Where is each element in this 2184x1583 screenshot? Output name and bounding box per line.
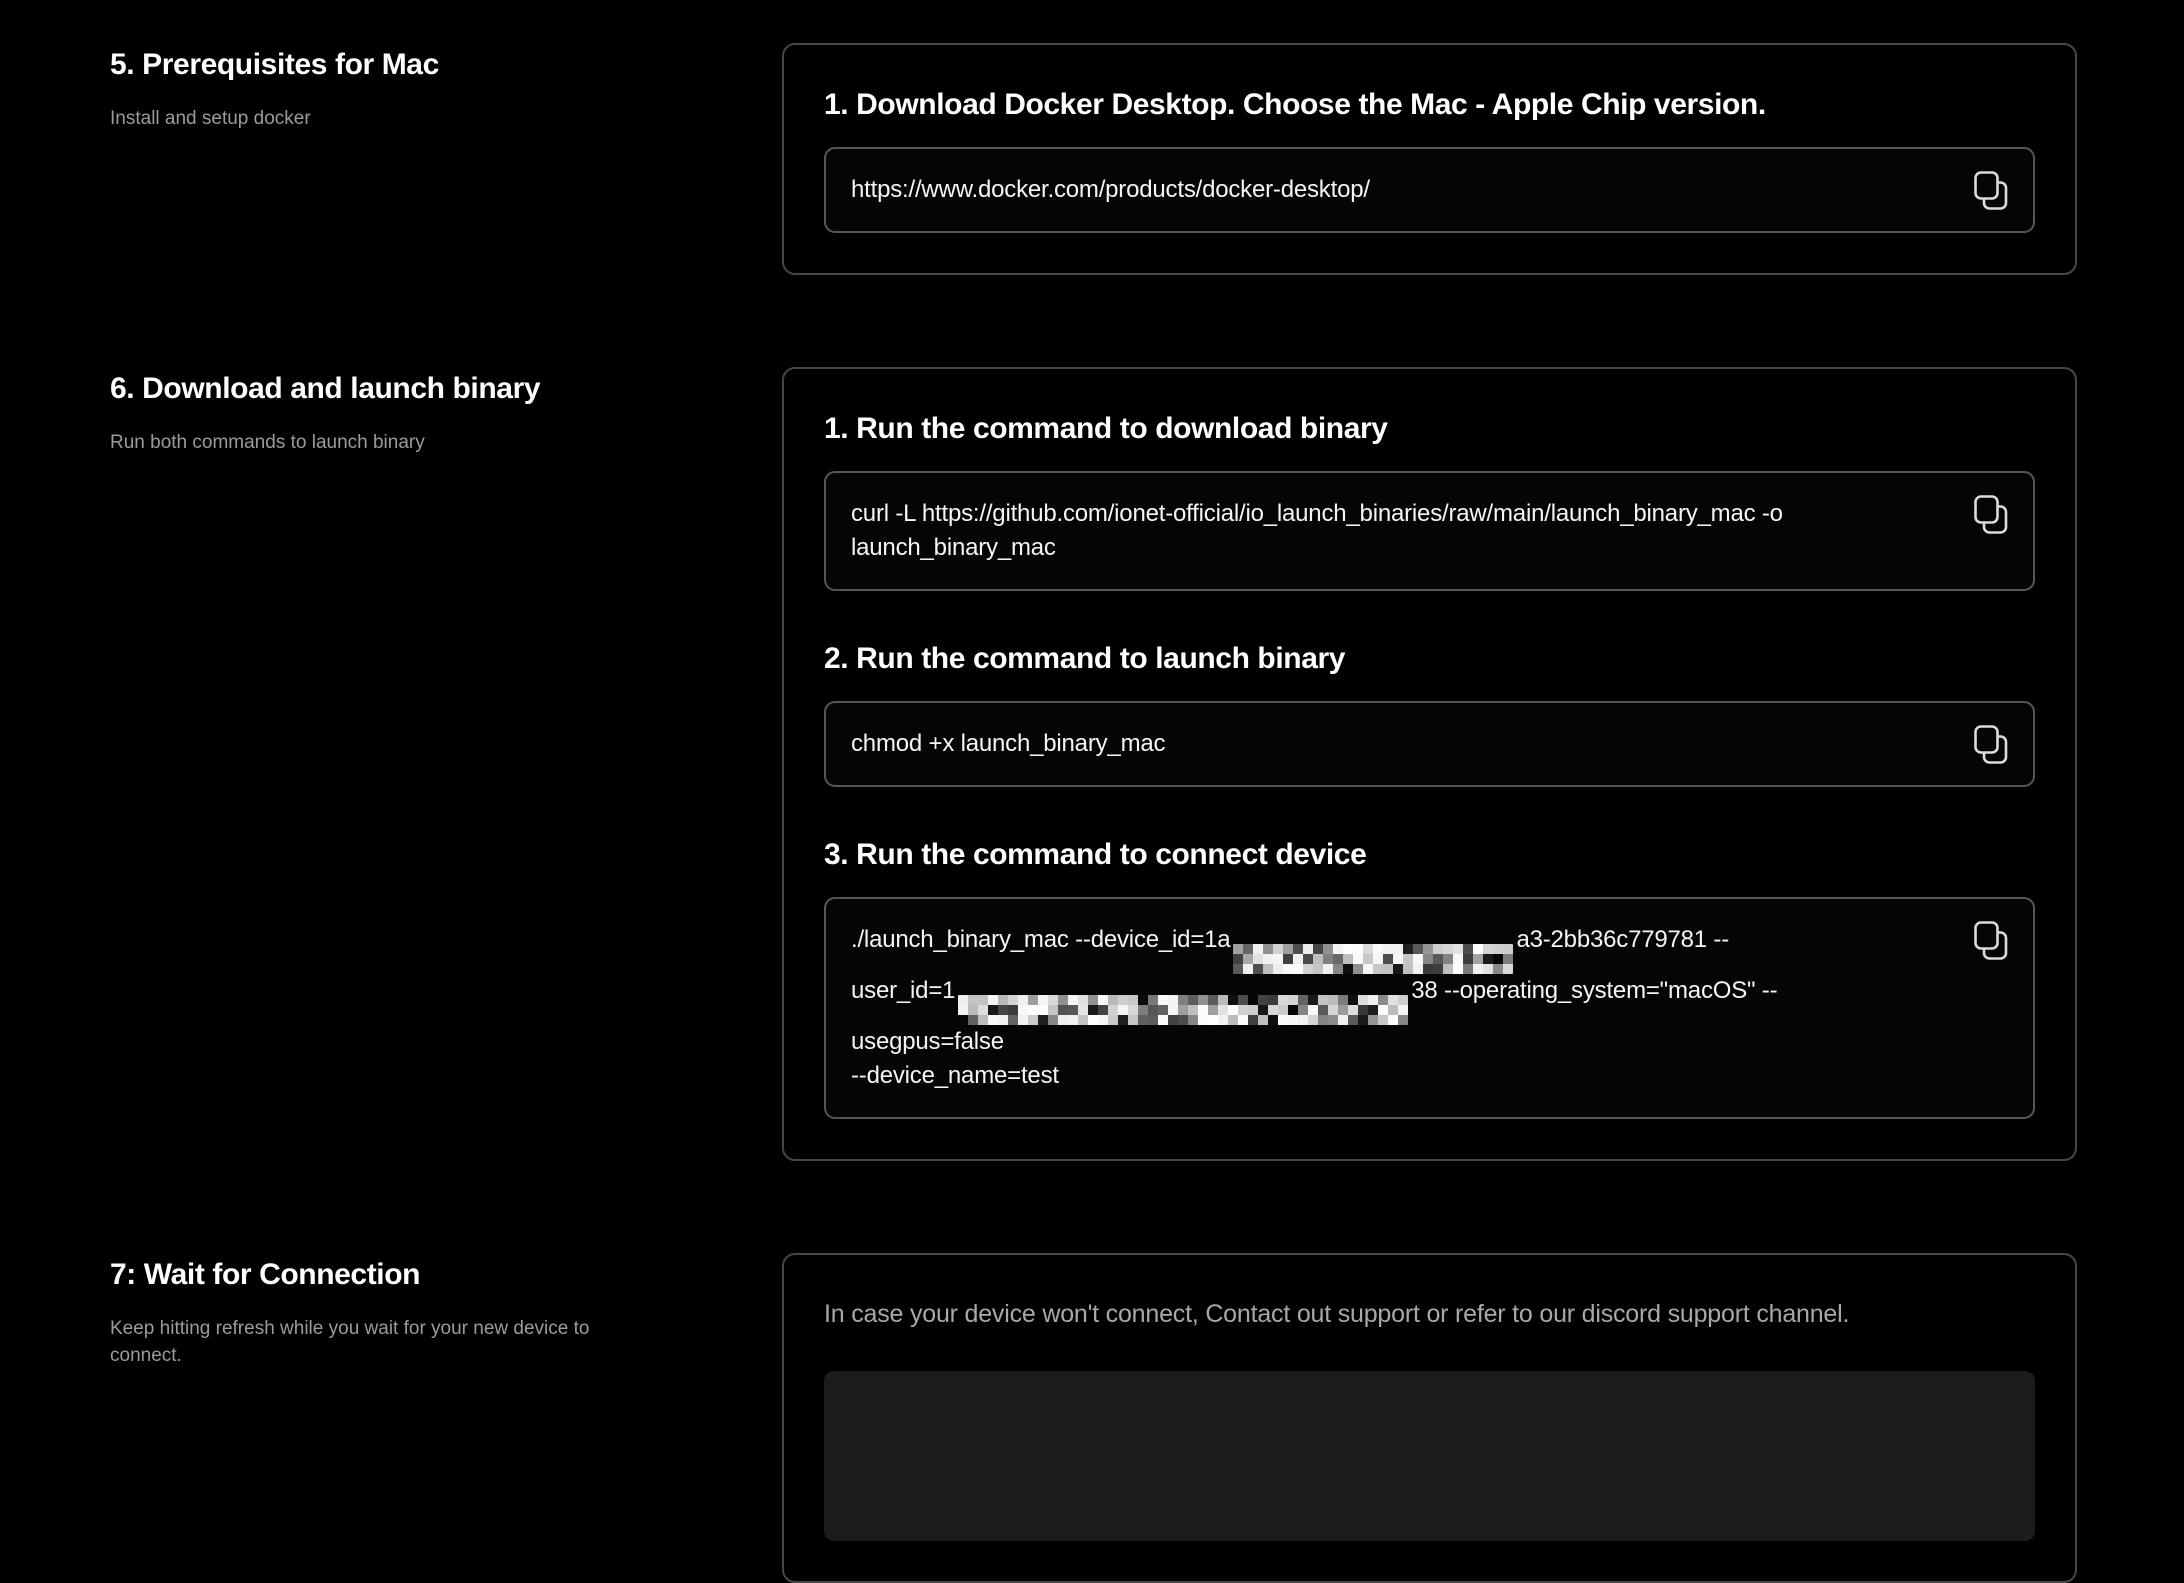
copy-button[interactable] [1971, 494, 2011, 540]
code-line [851, 923, 1883, 974]
code-text: chmod +x launch_binary_mac [851, 730, 1166, 757]
copy-icon [1973, 920, 2009, 962]
code-text: 38 --operating_system="macOS" --usegpus=false [851, 977, 1778, 1055]
step-heading: 2. Run the command to launch binary [824, 642, 1346, 675]
code-text: ./launch_binary_mac --device_id=1a [851, 926, 1231, 953]
step-download-docker [824, 85, 2035, 233]
code-line [851, 497, 1883, 531]
section-subtitle: Keep hitting refresh while you wait for your new device to connect. [110, 1318, 590, 1366]
section-title: 7: Wait for Connection [110, 1258, 421, 1291]
copy-icon [1973, 494, 2009, 536]
copy-button[interactable] [1971, 724, 2011, 770]
code-text: --device_name=test [851, 1062, 1059, 1089]
step-heading: 1. Download Docker Desktop. Choose the Mac - Apple Chip version. [824, 88, 1766, 121]
section-header [110, 367, 782, 456]
step-heading: 1. Run the command to download binary [824, 412, 1388, 445]
section-prerequisites-for-mac [110, 43, 2077, 275]
section-header [110, 43, 782, 132]
support-note: In case your device won't connect, Contact out support or refer to our discord support channel. [824, 1300, 1850, 1328]
code-text: launch_binary_mac [851, 534, 1056, 561]
code-text: a3-2bb36c779781 -- [1516, 926, 1730, 953]
code-line [851, 173, 1883, 207]
section-title: 5. Prerequisites for Mac [110, 48, 439, 81]
copy-button[interactable] [1971, 170, 2011, 216]
section-title: 6. Download and launch binary [110, 372, 541, 405]
code-line [851, 1059, 1883, 1093]
section-header [110, 1253, 782, 1369]
copy-icon [1973, 170, 2009, 212]
code-text: curl -L https://github.com/ionet-official/io_launch_binaries/raw/main/launch_binary_mac -o [851, 500, 1783, 527]
code-block-chmod [824, 701, 2035, 787]
redacted-blur [1233, 944, 1513, 974]
panel-binary-commands [782, 367, 2077, 1161]
copy-button[interactable] [1971, 920, 2011, 966]
section-download-and-launch-binary [110, 367, 2077, 1161]
step-connect-device [824, 835, 2035, 1119]
redacted-blur [958, 995, 1408, 1025]
code-line [851, 974, 1883, 1059]
code-text: user_id=1 [851, 977, 956, 1004]
panel-connection-support [782, 1253, 2077, 1583]
code-block-connect-device [824, 897, 2035, 1119]
code-block-docker-url [824, 147, 2035, 233]
copy-icon [1973, 724, 2009, 766]
code-text: https://www.docker.com/products/docker-desktop/ [851, 176, 1370, 203]
section-subtitle: Run both commands to launch binary [110, 432, 425, 453]
code-line [851, 531, 1883, 565]
code-line [851, 727, 1883, 761]
section-subtitle: Install and setup docker [110, 108, 311, 129]
step-download-binary [824, 409, 2035, 591]
step-launch-binary [824, 639, 2035, 787]
partial-code-box [824, 1371, 2035, 1541]
panel-prerequisites [782, 43, 2077, 275]
step-heading: 3. Run the command to connect device [824, 838, 1367, 871]
section-wait-for-connection [110, 1253, 2077, 1583]
code-block-curl [824, 471, 2035, 591]
